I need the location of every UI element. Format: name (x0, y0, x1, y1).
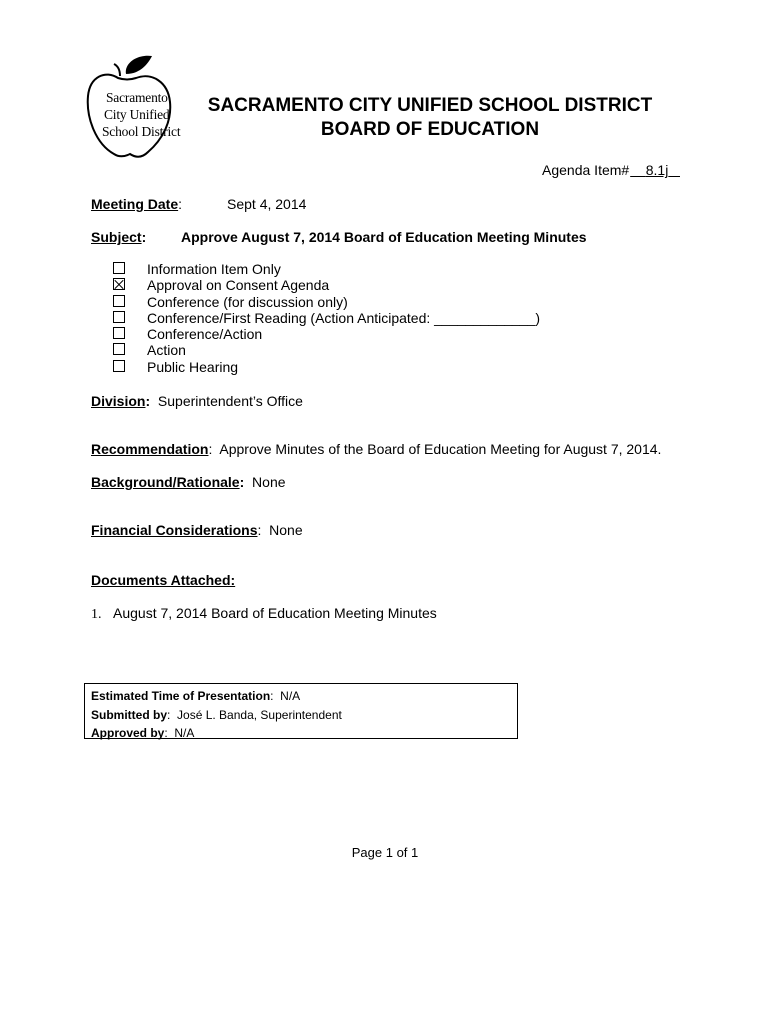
submitted-by-row: Submitted by: José L. Banda, Superintendent (91, 707, 342, 722)
meeting-date-value: Sept 4, 2014 (227, 196, 307, 212)
estimated-time-row: Estimated Time of Presentation: N/A (91, 689, 301, 703)
checkbox[interactable] (113, 262, 125, 274)
checkbox-checked[interactable] (113, 278, 125, 290)
logo-line-2: City Unified (104, 107, 170, 122)
agenda-item-value: 8.1j (645, 162, 669, 178)
meeting-date: Meeting Date: (91, 196, 183, 212)
checkbox-label: Information Item Only (147, 261, 281, 277)
background-label: Background/Rationale (91, 474, 240, 490)
recommendation-label: Recommendation (91, 441, 209, 457)
agenda-item-label: Agenda Item# (542, 162, 630, 178)
financial-considerations: Financial Considerations: None (91, 522, 303, 538)
presentation-info-box (84, 683, 518, 739)
financial-value: None (269, 522, 303, 538)
logo-line-3: School District (102, 124, 181, 139)
district-logo (84, 52, 180, 162)
checkbox-label: Conference/Action (147, 326, 263, 343)
checkbox[interactable] (113, 360, 125, 372)
division-label: Division (91, 393, 146, 409)
subject-label: Subject (91, 229, 142, 245)
checkbox[interactable] (113, 327, 125, 339)
subject-value: Approve August 7, 2014 Board of Education Meeting Minutes (181, 229, 587, 245)
subject: Subject: (91, 229, 147, 245)
agenda-item-number (542, 162, 680, 178)
document-item[interactable] (91, 605, 437, 623)
checkbox-label: Approval on Consent Agenda (147, 277, 330, 294)
checkbox-label: Public Hearing (147, 358, 239, 375)
recommendation-value: Approve Minutes of the Board of Education Meeting for August 7, 2014. (219, 441, 662, 457)
financial-label: Financial Considerations (91, 522, 258, 538)
division-value: Superintendent’s Office (157, 393, 303, 409)
documents-label: Documents Attached: (91, 572, 236, 588)
checkbox-label: Conference (for discussion only) (147, 293, 348, 310)
checkbox[interactable] (113, 343, 125, 355)
documents-attached (91, 572, 235, 588)
checkbox-label: Conference/First Reading (Action Anticipated: _____________) (147, 309, 541, 326)
document-item-number: 1. (91, 607, 102, 622)
estimated-time-value: N/A (280, 689, 301, 703)
approved-by-label: Approved by (91, 726, 165, 740)
checkbox-label: Action (147, 342, 186, 359)
recommendation: Recommendation: Approve Minutes of the Board of Education Meeting for August 7, 2014. (91, 441, 662, 457)
approved-by-row: Approved by: N/A (91, 726, 195, 740)
submitted-by-value: José L. Banda, Superintendent (177, 707, 342, 722)
background-rationale: Background/Rationale: None (91, 474, 286, 490)
page-number: Page 1 of 1 (351, 845, 419, 860)
background-value: None (252, 474, 286, 490)
checkbox[interactable] (113, 295, 125, 307)
board-title: BOARD OF EDUCATION (320, 119, 540, 140)
district-title: SACRAMENTO CITY UNIFIED SCHOOL DISTRICT (207, 95, 653, 116)
document-item-text: August 7, 2014 Board of Education Meeting Minutes (113, 605, 437, 621)
submitted-by-label: Submitted by (91, 707, 168, 722)
estimated-time-label: Estimated Time of Presentation (91, 689, 271, 703)
logo-line-1: Sacramento (106, 90, 168, 105)
approved-by-value: N/A (174, 726, 195, 740)
checkbox[interactable] (113, 311, 125, 323)
division: Division: Superintendent’s Office (91, 393, 303, 409)
meeting-date-label: Meeting Date (91, 196, 179, 212)
